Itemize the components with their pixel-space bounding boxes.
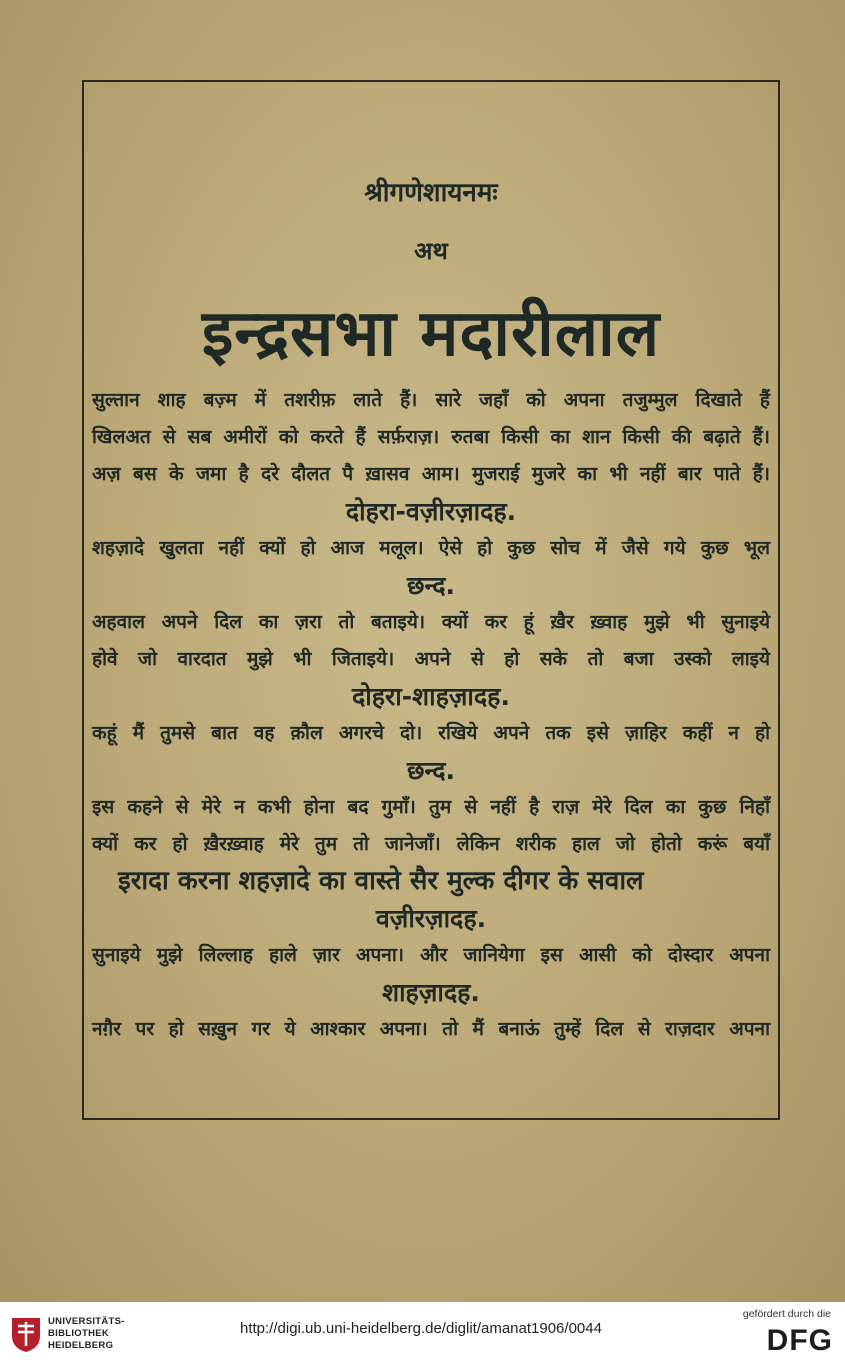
verse-line: क्यों कर हो ख़ैरख़्वाह मेरे तुम तो जानेजाँ। लेकिन शरीक हाल जो होतो करूं बयाँ <box>92 833 770 855</box>
section-heading: दोहरा-शाहज़ादह. <box>352 682 510 711</box>
page-text <box>86 150 776 1048</box>
section-heading: वज़ीरज़ादह. <box>375 904 487 933</box>
verse-line: खिलअत से सब अमीरों को करते हैं सर्फ़राज़। रुतबा किसी का शान किसी की बढ़ाते हैं। <box>92 426 770 448</box>
section-heading: दोहरा-वज़ीरज़ादह. <box>345 497 517 526</box>
university-seal-icon <box>8 1314 44 1354</box>
verse-line: शहज़ादे खुलता नहीं क्यों हो आज मलूल। ऐसे हो कुछ सोच में जैसे गये कुछ भूल <box>92 537 770 559</box>
permalink-url[interactable]: http://digi.ub.uni-heidelberg.de/diglit/amanat1906/0044 <box>240 1320 602 1337</box>
section-heading: छन्द. <box>406 756 456 785</box>
dfg-logo: DFG <box>766 1324 833 1357</box>
footer-bar <box>0 1302 845 1364</box>
sponsor-label: gefördert durch die <box>742 1308 831 1320</box>
verse-line: सुनाइये मुझे लिल्लाह हाले ज़ार अपना। और जानियेगा इस आसी को दोस्दार अपना <box>92 944 770 966</box>
atha-heading: अथ <box>414 237 448 265</box>
library-line-2: BIBLIOTHEK <box>48 1328 110 1339</box>
verse-line: सुल्तान शाह बज़्म में तशरीफ़ लाते हैं। सारे जहाँ को अपना तजुम्मुल दिखाते हैं <box>92 389 770 411</box>
invocation: श्रीगणेशायनमः <box>364 178 498 208</box>
library-line-1: UNIVERSITÄTS- <box>48 1316 125 1327</box>
verse-line: इस कहने से मेरे न कभी होना बद गुमाँ। तुम से नहीं है राज़ मेरे दिल का कुछ निहाँ <box>92 796 770 818</box>
verse-line: अज़ बस के जमा है दरे दौलत पै ख़ासव आम। मुजराई मुजरे का भी नहीं बार पाते हैं। <box>92 463 770 485</box>
library-name <box>48 1316 125 1352</box>
section-heading: शाहज़ादह. <box>382 978 480 1007</box>
verse-block <box>86 382 776 1048</box>
section-heading: इरादा करना शहज़ादे का वास्ते सैर मुल्क दीगर के सवाल <box>118 866 644 896</box>
verse-line: नग़ैर पर हो सख़ुन गर ये आश्कार अपना। तो मैं बनाऊं तुम्हें दिल से राज़दार अपना <box>92 1018 770 1040</box>
verse-line: कहूं मैं तुमसे बात वह क़ौल अगरचे दो। रखिये अपने तक इसे ज़ाहिर कहीं न हो <box>92 722 770 744</box>
library-line-3: HEIDELBERG <box>48 1340 114 1351</box>
section-heading: छन्द. <box>406 571 456 600</box>
verse-line: होवे जो वारदात मुझे भी जिताइये। अपने से हो सके तो बजा उस्को लाइये <box>92 648 770 670</box>
verse-line: अहवाल अपने दिल का ज़रा तो बताइये। क्यों कर हूं ख़ैर ख़्वाह मुझे भी सुनाइये <box>92 611 770 633</box>
page-title: इन्द्रसभा मदारीलाल <box>201 297 661 371</box>
